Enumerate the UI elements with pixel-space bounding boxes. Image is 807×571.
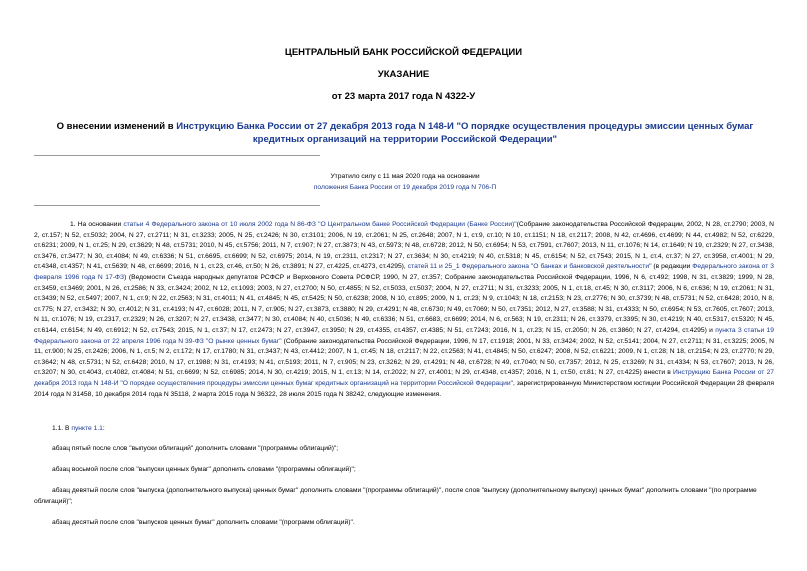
p1-text-a: 1. На основании [70,221,124,228]
item-paragraph-5-text: абзац пятый после слов "выпуски облигаций" дополнить словами "(программы облигаций)"; [52,445,339,452]
p1-text-e: (Собрание законодательства Российской Федерации, 1996, N 17, ст.1918; 2001, N 33, ст.3424; 2002, N 52, ст.5141; 2004, N 27, ст.2711; N 31, ст.3225; 2005, N 11, ст.900; N 25, ст.2426; 2006, N 1, ст.5; N 2, ст.172; N 17, ст.1780; N 31, ст.3437; N 43, ст.4412; 2007, N 1, ст.45; N 18, ст.2117; N 22, ст.2563; N 41, ст.4845; N 50, ст.6247; 2008, N 52, ст.6221; 2009, N 1, ст.28; N 18, ст.2154; N 23, ст.2770; N 29, ст.3642; N 48, ст.5731; N 52, ст.6428; 2010, N 17, ст.1988; N 31, ст.4193; N 41, ст.5193; 2011, N 7, ст.905; N 23, ст.3262; N 29, ст.4291; N 48, ст.6728; N 49, ст.7040; N 50, ст.7357; 2012, N 25, ст.3269; N 31, ст.4334; N 53, ст.7607; 2013, N 26, ст.3207; N 30, ст.4043, ст.4082, ст.4084; N 51, ст.6699; N 52, ст.6985; 2014, N 30, ст.4219; 2015, N 1, ст.13; N 14, ст.2022; N 27, ст.4001; N 29, ст.4348, ст.4357; 2016, N 1, ст.50, ст.81; N 27, ст.4225) внести в [34,337,774,377]
document-subject [40,120,770,146]
p1-link-law-39fz[interactable]: пункта 3 статьи 19 Федерального закона от 22 апреля 1996 года N 39-ФЗ "О рынке ценных бумаг" [34,326,774,345]
issuer-title: ЦЕНТРАЛЬНЫЙ БАНК РОССИЙСКОЙ ФЕДЕРАЦИИ [284,47,523,58]
item-1-1 [34,424,774,435]
p1-text-b: (Собрание законодательства Российской Федерации, 2002, N 28, ст.2790; 2003, N 2, ст.157; N 52, ст.5032; 2004, N 27, ст.2711; N 31, ст.3233; 2005, N 25, ст.2426; N 30, ст.3101; 2006, N 19, ст.2061; N 25, ст.2648; 2007, N 1, ст.9, ст.10; N 10, ст.1151; N 18, ст.2117; 2008, N 42, ст.4696, ст.4699; N 44, ст.4982; N 52, ст.6229, ст.6231; 2009, N 1, ст.25; N 29, ст.3629; N 48, ст.5731; 2010, N 45, ст.5756; 2011, N 7, ст.907; N 27, ст.3873; N 43, ст.5973; N 48, ст.6728; 2012, N 50, ст.6954; N 53, ст.7591, ст.7607; 2013, N 11, ст.1076; N 14, ст.1649; N 19, ст.2329; N 27, ст.3438, ст.3476, ст.3477; N 30, ст.4084; N 49, ст.6336; N 51, ст.6695, ст.6699; N 52, ст.6975; 2014, N 19, ст.2311, ст.2317; N 27, ст.3634; N 30, ст.4219; N 40, ст.5318; N 45, ст.6154; N 52, ст.7543; 2015, N 1, ст.4, ст.37; N 27, ст.3958, ст.4001; N 29, ст.4348, ст.4357; N 41, ст.5639; N 48, ст.6699; 2016, N 1, ст.23, ст.46, ст.50; N 26, ст.3891; N 27, ст.4225, ст.4273, ст.4295), [34,221,775,271]
p1-link-law-86fz[interactable]: статьи 4 Федерального закона от 10 июля 2002 года N 86-ФЗ "О Центральном банке Российской Федерации (Банке России)" [123,221,517,228]
expired-notice-text: Утратило силу с 11 мая 2020 года на основании [330,173,480,180]
p1-text-c: (в редакции [651,263,693,271]
item-paragraph-9-text: абзац девятый после слов "выпуска (дополнительного выпуска) ценных бумаг" дополнить словами "(программы облигаций)", после слов "выпуску (дополнительному выпуску) ценных бумаг" дополнить словами "(по программе облигаций)"; [34,487,757,505]
item-paragraph-8 [34,465,774,476]
item-paragraph-10-text: абзац десятый после слов "выпусков ценных бумаг" дополнить словами "(программ облигаций)". [52,519,355,526]
subject-instruction-link[interactable]: Инструкцию Банка России от 27 декабря 2013 года N 148-И "О порядке осуществления процедуры эмиссии ценных бумаг кредитных организаций на территории Российской Федерации" [176,121,754,145]
paragraph-1 [34,220,774,400]
divider-bottom [34,205,320,206]
item-paragraph-8-text: абзац восьмой после слов "выпуски ценных бумаг" дополнить словами "(программы облигаций)"; [52,466,356,473]
p1-text-f: , зарегистрированную Министерством юстиции Российской Федерации 28 февраля 2014 года N 31458, 10 декабря 2014 года N 35118, 2 марта 2015 года N 36322, 28 июля 2015 года N 38242, следующие изменения. [34,379,774,398]
subject-prefix: О внесении изменений в [56,121,177,132]
document-type: УКАЗАНИЕ [377,69,430,80]
expired-notice [270,171,540,193]
item-1-1-text-a: 1.1. В [52,425,72,432]
p1-link-articles-11-25[interactable]: статей 11 и 25_1 Федерального закона "О банках и банковской деятельности" [407,263,652,271]
item-1-1-text-b: : [102,425,105,432]
p1-link-instruction-148i[interactable]: Инструкцию Банка России от 27 декабря 2013 года N 148-И "О порядке осуществления процедуры эмиссии ценных бумаг кредитных организаций на территории Российской Федерации" [34,369,775,387]
document-date-number: от 23 марта 2017 года N 4322-У [331,91,476,102]
item-paragraph-5 [34,444,774,455]
main-paragraph [34,220,774,400]
p1-text-d: ) (Ведомости Съезда народных депутатов РСФСР и Верховного Совета РСФСР, 1990, N 27, ст.357; Собрание законодательства Российской Федерации, 1996, N 6, ст.492; 1998, N 31, ст.3829; 1999, N 28, ст.3459, ст.3469; 2001, N 26, ст.2586; N 33, ст.3424; 2002, N 12, ст.1093; 2003, N 27, ст.2700; N 50, ст.4855; N 52, ст.5033, ст.5037; 2004, N 27, ст.2711; N 31, ст.3233; 2005, N 1, ст.18, ст.45; N 30, ст.3117; 2006, N 6, ст.636; N 19, ст.2061; N 31, ст.3439; N 52, ст.5497; 2007, N 1, ст.9; N 22, ст.2563; N 31, ст.4011; N 41, ст.4845; N 45, ст.5425; N 50, ст.6238; 2008, N 10, ст.895; 2009, N 1, ст.23; N 9, ст.1043; N 18, ст.2153; N 23, ст.2776; N 30, ст.3739; N 48, ст.5731; N 52, ст.6428; 2010, N 8, ст.775; N 27, ст.3432; N 30, ст.4012; N 31, ст.4193; N 47, ст.6028; 2011, N 7, ст.905; N 27, ст.3873, ст.3880; N 29, ст.4291; N 48, ст.6730; N 49, ст.7069; N 50, ст.7351; 2012, N 27, ст.3588; N 31, ст.4333; N 50, ст.6954; N 53, ст.7605, ст.7607; 2013, N 11, ст.1076; N 19, ст.2317, ст.2329; N 26, ст.3207; N 27, ст.3438, ст.3477; N 30, ст.4084; N 40, ст.5036; N 49, ст.6336; N 51, ст.6683, ст.6699; 2014, N 6, ст.563; N 19, ст.2311; N 26, ст.3379, ст.3395; N 30, ст.4219; N 40, ст.5317, ст.5320; N 45, ст.6144, ст.6154; N 49, ст.6912; N 52, ст.7543; 2015, N 1, ст.37; N 17, ст.2473; N 27, ст.3947, ст.3950; N 29, ст.4355, ст.4357, ст.4385; N 51, ст.7243; 2016, N 1, ст.23; N 15, ст.2050; N 26, ст.3860; N 27, ст.4294, ст.4295) и [34,273,774,334]
item-paragraph-9 [34,486,774,507]
item-paragraph-10 [34,518,774,529]
item-1-1-link[interactable]: пункте 1.1 [71,425,103,432]
p1-link-law-17fz[interactable]: Федерального закона от 3 февраля 1996 года N 17-ФЗ [34,263,775,281]
divider-top [34,155,320,156]
expired-notice-link[interactable]: положения Банка России от 19 декабря 2019 года N 706-П [313,184,497,191]
